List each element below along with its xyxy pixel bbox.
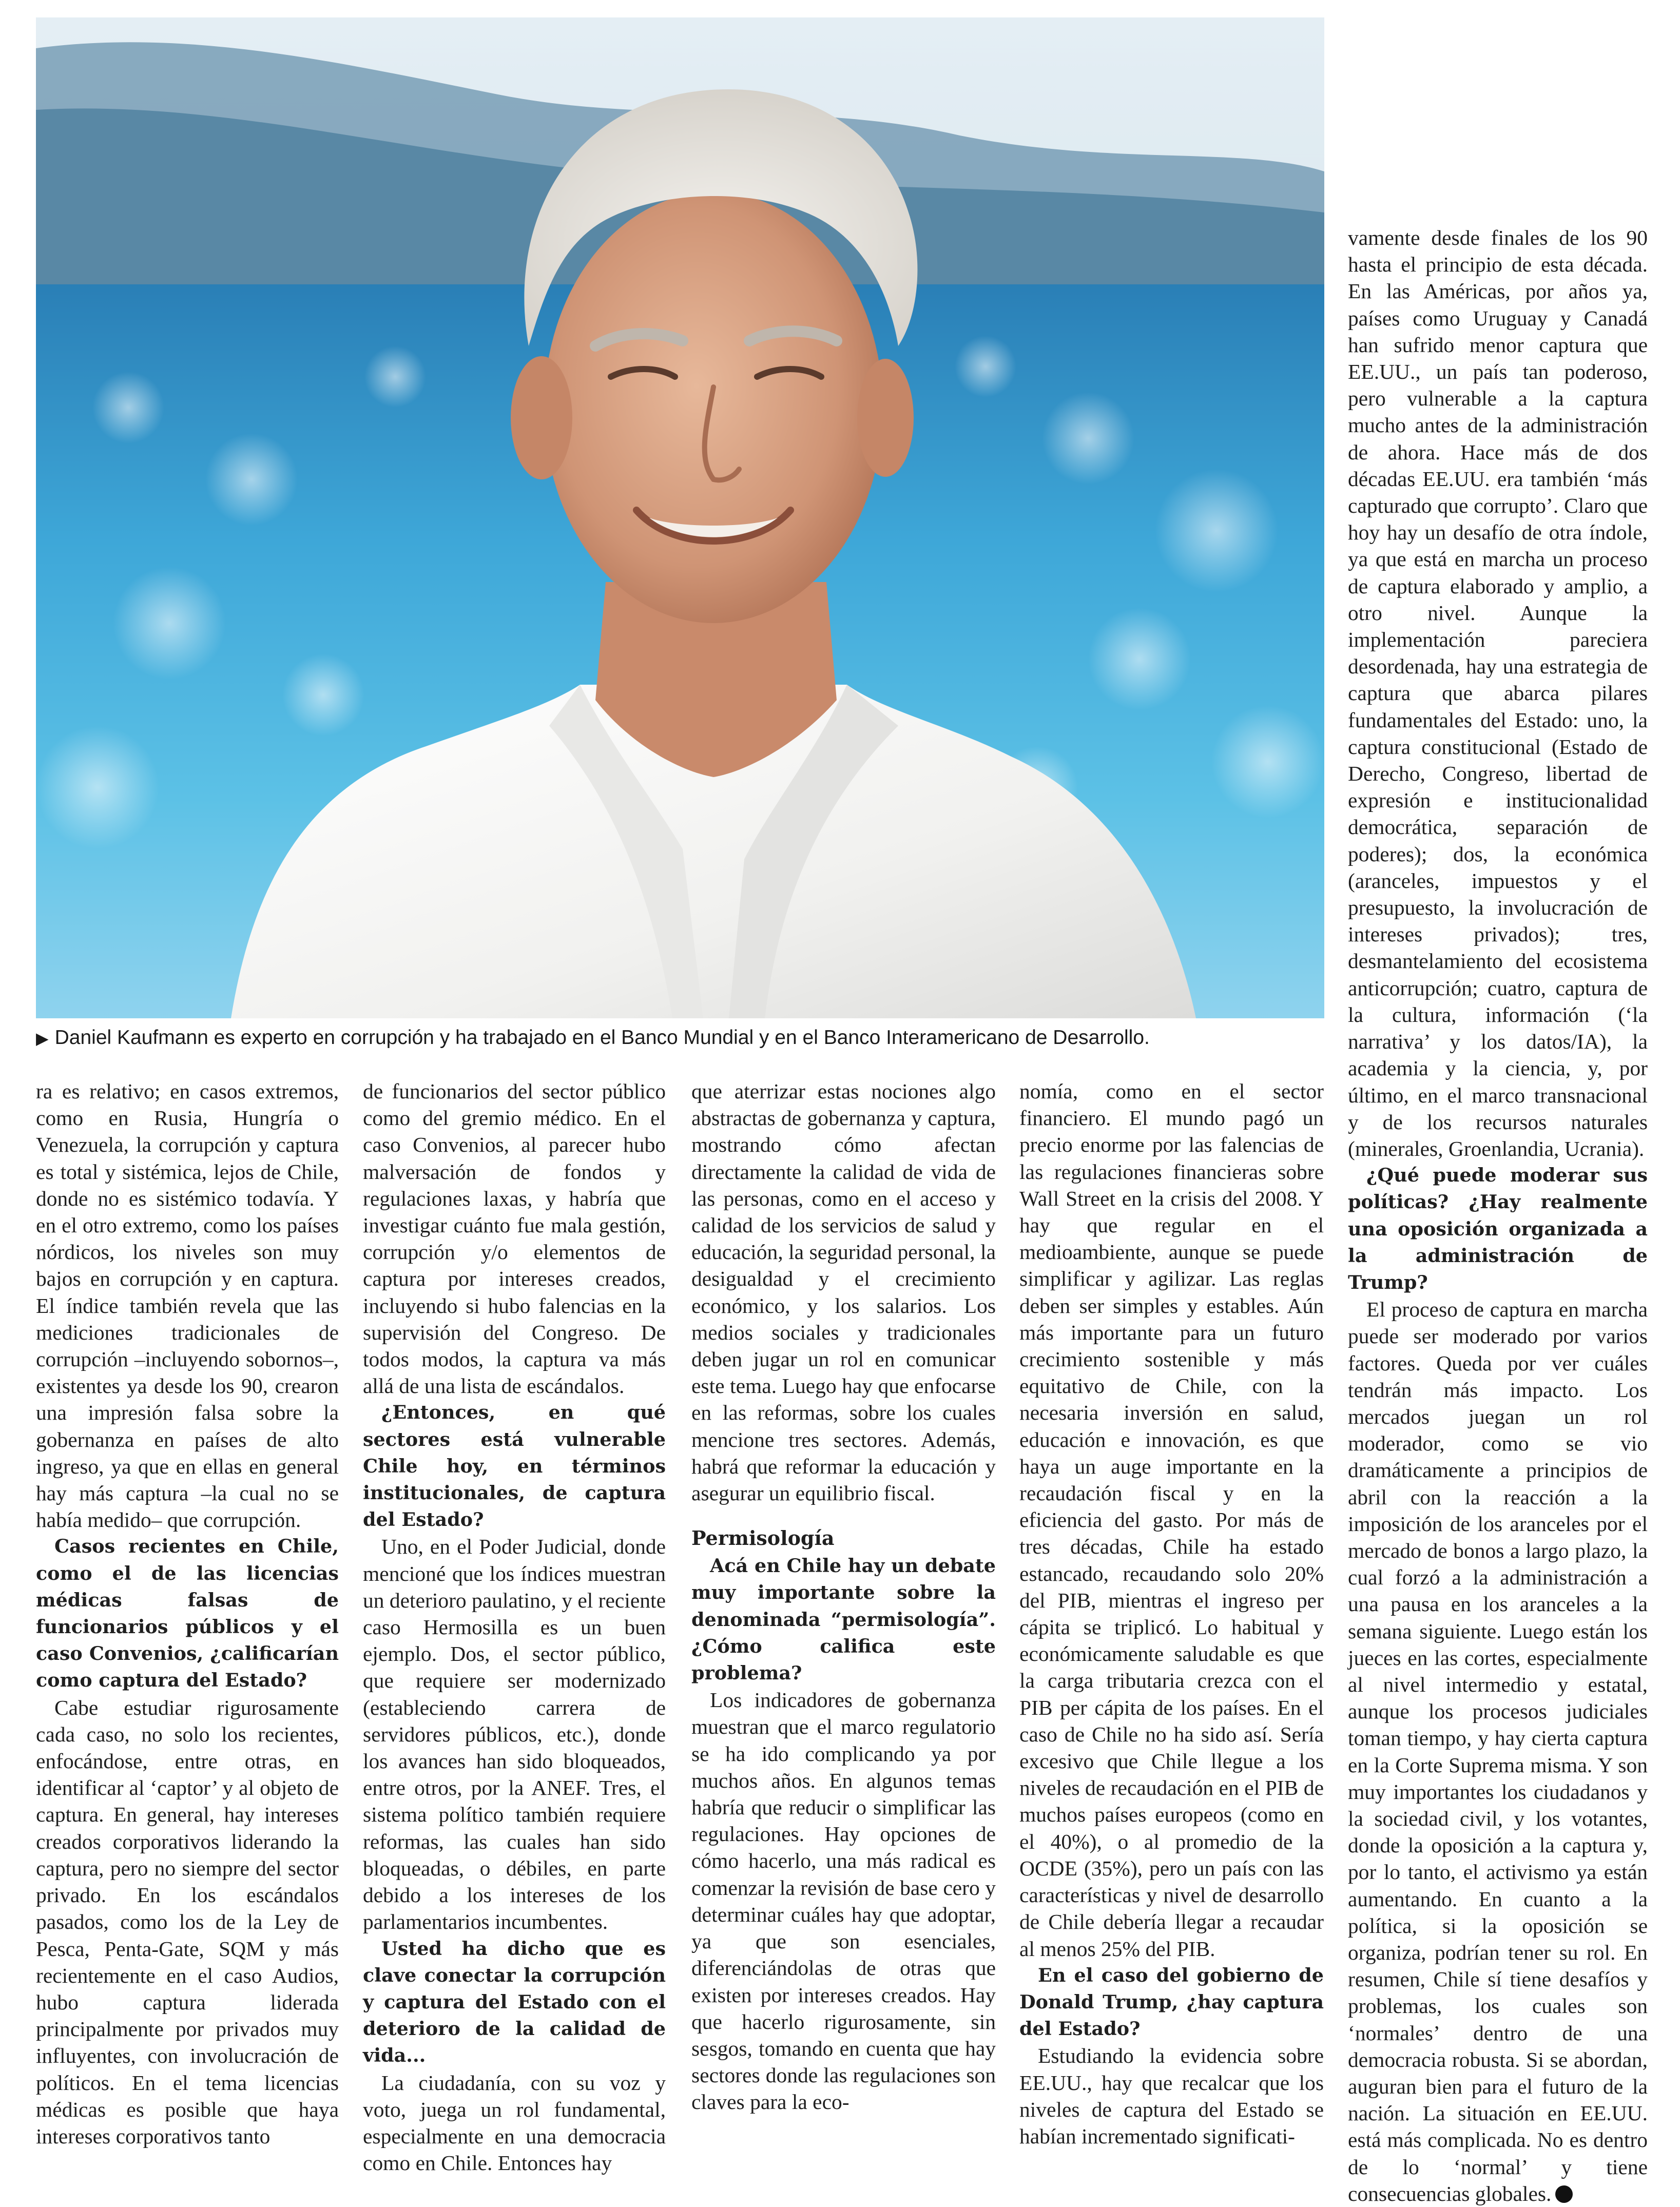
column-5 — [1348, 224, 1648, 2207]
paragraph: Estudiando la evidencia sobre EE.UU., hay que recalcar que los niveles de captura del Estado se habían incrementado significati- — [1019, 2044, 1324, 2148]
caption-text: Daniel Kaufmann es experto en corrupción y ha trabajado en el Banco Mundial y en el Banco Interamericano de Desarrollo. — [54, 1027, 1150, 1049]
paragraph: ra es relativo; en casos extremos, como en Rusia, Hungría o Venezuela, la corrupción y captura es total y sistémica, lejos de Chile, donde no es sistémico todavía. Y en el otro extremo, como los países nórdicos, los niveles son muy bajos en corrupción y en captura. El índice también revela que las mediciones tradicionales de corrupción –incluyendo sobornos–, existentes ya desde los 90, crearon una impresión falsa sobre la gobernanza en países de alto ingreso, ya que en ellas en general hay más captura –la cual no se había medido– que corrupción. — [36, 1079, 339, 1532]
portrait-photo — [36, 17, 1324, 1018]
column-3 — [691, 1078, 996, 2116]
paragraph: vamente desde finales de los 90 hasta el principio de esta década. En las Américas, por años ya, países como Uruguay y Canadá han sufrido menor captura que EE.UU., un país tan poderoso, pero vulnerable a la captura mucho antes de la administración de ahora. Hace más de dos décadas EE.UU. era también ‘más capturado que corrupto’. Claro que hoy hay un desafío de otra índole, ya que está en marcha un proceso de captura elaborado y amplio, a otro nivel. Aunque la implementación pareciera desordenada, hay una estrategia de captura que abarca pilares fundamentales del Estado: uno, la captura constitucional (Estado de Derecho, Congreso, libertad de expresión e institucionalidad democrática, separación de poderes); dos, la económica (aranceles, impuestos y el presupuesto, la involucración de intereses privados); tres, desmantelamiento del ecosistema anticorrupción; cuatro, captura de la cultura, información (‘la narrativa’ y los datos/IA), la academia y la ciencia, y, por último, en el marco transnacional y de los recursos naturales (minerales, Groenlandia, Ucrania). — [1348, 226, 1648, 1160]
paragraph: de funcionarios del sector público como del gremio médico. En el caso Convenios, al parecer hubo malversación de fondos y regulaciones laxas, y habría que investigar cuánto fue mala gestión, corrupción y/o elementos de captura por intereses creados, incluyendo si hubo falencias en la supervisión del Congreso. De todos modos, la captura va más allá de una lista de escándalos. — [363, 1079, 666, 1398]
interview-question: Casos recientes en Chile, como el de las licencias médicas falsas de funcionarios públicos y el caso Convenios, ¿calificarían como captura del Estado? — [36, 1535, 339, 1692]
interview-question: ¿Entonces, en qué sectores está vulnerable Chile hoy, en términos institucionales, de captura del Estado? — [363, 1401, 666, 1531]
section-heading: Permisología — [691, 1526, 835, 1550]
interview-question: Acá en Chile hay un debate muy importante sobre la denominada “permisología”. ¿Cómo califica este problema? — [691, 1555, 996, 1685]
paragraph: que aterrizar estas nociones algo abstractas de gobernanza y captura, mostrando cómo afectan directamente la calidad de vida de las personas, como en el acceso y calidad de los servicios de salud y educación, la seguridad personal, la desigualdad y el crecimiento económico, y los salarios. Los medios sociales y tradicionales deben jugar un rol en comunicar este tema. Luego hay que enfocarse en las reformas, sobre los cuales mencione tres sectores. Además, habrá que reformar la educación y asegurar un equilibrio fiscal. — [691, 1079, 996, 1505]
interview-question: En el caso del gobierno de Donald Trump, ¿hay captura del Estado? — [1019, 1964, 1324, 2040]
paragraph: Los indicadores de gobernanza muestran que el marco regulatorio se ha ido complicando ya por muchos años. En algunos temas habría que reducir o simplificar las regulaciones. Hay opciones de cómo hacerlo, una más radical es comenzar la revisión de base cero y determinar cuáles hay que adoptar, ya que son esenciales, diferenciándolas de otras que existen por intereses creados. Hay que hacerlo rigurosamente, sin sesgos, tomando en cuenta que hay sectores donde las regulaciones son claves para la eco- — [691, 1688, 996, 2114]
end-of-article-icon — [1555, 2185, 1573, 2203]
column-4 — [1019, 1078, 1324, 2150]
paragraph: La ciudadanía, con su voz y voto, juega un rol fundamental, especialmente en una democracia como en Chile. Entonces hay — [363, 2070, 666, 2175]
triangle-right-icon: ▶ — [36, 1029, 49, 1048]
paragraph-final-text: El proceso de captura en marcha puede ser moderado por varios factores. Queda por ver cuáles tendrán más impacto. Los mercados juegan un rol moderador, como se vio dramáticamente a principios de abril con la reacción a la imposición de los aranceles por el mercado de bonos a largo plazo, la cual forzó a la administración a una pausa en los aranceles a la semana siguiente. Luego están los jueces en las cortes, especialmente al nivel intermedio y estatal, aunque los procesos judiciales toman tiempo, y hay cierta captura en la Corte Suprema misma. Y son muy importantes los ciudadanos y la sociedad civil, y los votantes, donde la oposición a la captura y, por lo tanto, el activismo ya están aumentando. En cuanto a la política, si la oposición se organiza, podrían tener su rol. En resumen, Chile sí tiene desafíos y problemas, los cuales son ‘normales’ dentro de una democracia robusta. Si se abordan, auguran bien para el futuro de la nación. La situación en EE.UU. está más complicada. No es dentro de lo ‘normal’ y tiene consecuencias globales. — [1348, 1298, 1648, 2205]
column-1 — [36, 1078, 339, 2150]
paragraph: nomía, como en el sector financiero. El mundo pagó un precio enorme por las falencias de las regulaciones financieras sobre Wall Street en la crisis del 2008. Y hay que regular en el medioambiente, aunque se puede simplificar y agilizar. Las reglas deben ser simples y estables. Aún más importante para un futuro crecimiento sostenible y más equitativo de Chile, con la necesaria inversión en salud, educación e innovación, es que haya un auge importante en la recaudación fiscal y en la eficiencia del gasto. Por más de tres décadas, Chile ha estado estancado, recaudando solo 20% del PIB, mientras el ingreso per cápita se triplicó. Lo habitual y económicamente saludable es que la carga tributaria crezca con el PIB per cápita de los países. En el caso de Chile no ha sido así. Sería excesivo que Chile llegue a los niveles de recaudación en el PIB de muchos países europeos (como en el 40%), o al promedio de la OCDE (35%), pero un país con las características y nivel de desarrollo de Chile debería llegar a recaudar al menos 25% del PIB. — [1019, 1079, 1324, 1961]
paragraph: Uno, en el Poder Judicial, donde mencioné que los índices muestran un deterioro paulatino, y el reciente caso Hermosilla es un buen ejemplo. Dos, el sector público, que requiere ser modernizado (estableciendo carrera de servidores públicos, etc.), donde los avances han sido bloqueados, entre otros, por la ANEF. Tres, el sistema político también requiere reformas, las cuales han sido bloqueadas, o débiles, en parte debido a los intereses de los parlamentarios incumbentes. — [363, 1535, 666, 1934]
interview-question: Usted ha dicho que es clave conectar la corrupción y captura del Estado con el deterioro de la calidad de vida... — [363, 1937, 666, 2067]
paragraph: Cabe estudiar rigurosamente cada caso, no solo los recientes, enfocándose, entre otras, en identificar al ‘captor’ y al objeto de captura. En general, hay intereses creados corporativos liderando la captura, pero no siempre del sector privado. En los escándalos pasados, como los de la Ley de Pesca, Penta-Gate, SQM y más recientemente en el caso Audios, hubo captura liderada principalmente por privados muy influyentes, con involucración de políticos. En el tema licencias médicas es posible que haya intereses corporativos tanto — [36, 1695, 339, 2148]
paragraph-final — [1348, 1296, 1648, 2207]
photo-caption — [36, 1022, 1350, 1054]
column-2 — [363, 1078, 666, 2176]
interview-question: ¿Qué puede moderar sus políticas? ¿Hay realmente una oposición organizada a la administración de Trump? — [1348, 1164, 1648, 1293]
